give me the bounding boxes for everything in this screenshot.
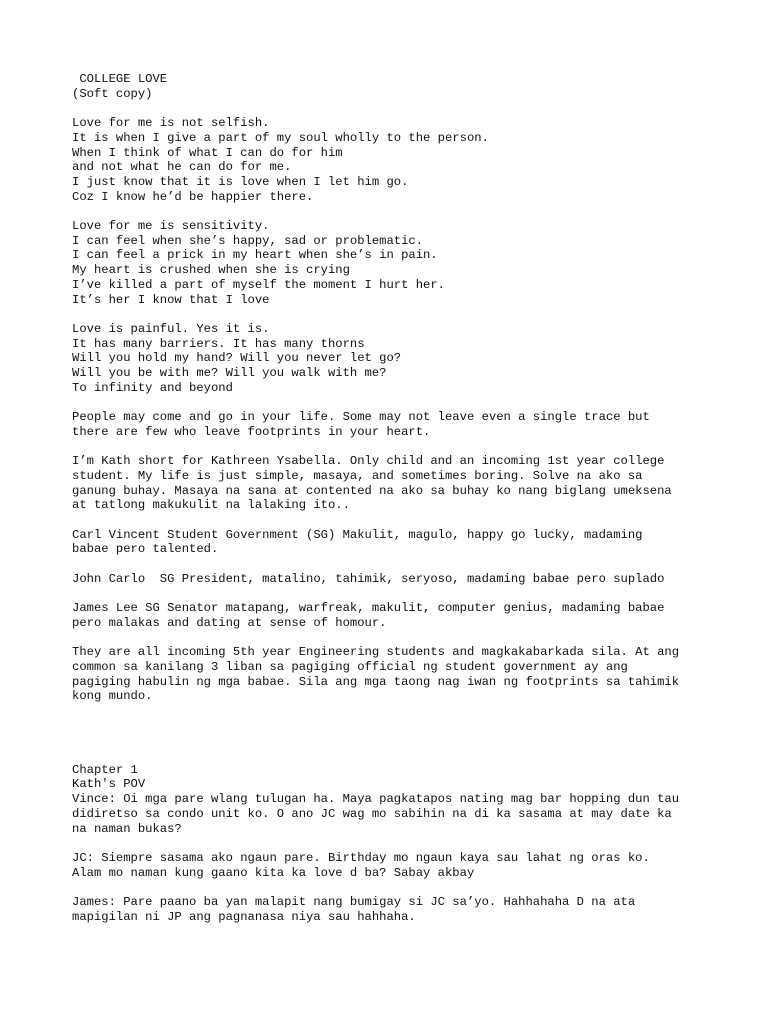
document-page [72,72,702,924]
spacer [72,513,702,528]
paragraph-line: at tatlong makukulit na lalaking ito.. [72,498,350,513]
paragraph-line: pero malakas and dating at sense of homour. [72,615,387,630]
poem-line: I’ve killed a part of myself the moment I hurt her. [72,277,445,292]
dialogue-line: didiretso sa condo unit ko. O ano JC wag mo sabihin na di ka sasama at may date ka [72,806,672,821]
paragraph-line: common sa kanilang 3 liban sa pagiging official ng student government ay ang [72,659,628,674]
poem-stanza-2 [72,219,702,307]
poem-line: Love is painful. Yes it is. [72,321,270,336]
paragraph-line: babae pero talented. [72,542,219,557]
paragraph-line: Carl Vincent Student Government (SG) Makulit, magulo, happy go lucky, madaming [72,527,643,542]
dialogue-vince [72,792,702,836]
dialogue-line: JC: Siempre sasama ako ngaun pare. Birthday mo ngaun kaya sau lahat ng oras ko. [72,850,650,865]
paragraph-line: ganung buhay. Masaya na sana at contented na ako sa buhay ko nang biglang umeksena [72,483,672,498]
spacer [72,587,702,602]
poem-line: Will you hold my hand? Will you never let go? [72,351,402,366]
poem-stanza-1 [72,116,702,204]
document-subtitle: (Soft copy) [72,86,153,101]
paragraph-line: People may come and go in your life. Some may not leave even a single trace but [72,410,650,425]
intro-paragraph-1 [72,410,702,439]
document-title: COLLEGE LOVE [72,72,168,86]
paragraph-line: student. My life is just simple, masaya, and sometimes boring. Solve na ako sa [72,468,643,483]
poem-line: My heart is crushed when she is crying [72,263,350,278]
paragraph-line: James Lee SG Senator matapang, warfreak, makulit, computer genius, madaming babae [72,601,665,616]
dialogue-jc [72,851,702,880]
intro-paragraph-6 [72,645,702,704]
spacer [72,395,702,410]
paragraph-line: I’m Kath short for Kathreen Ysabella. Only child and an incoming 1st year college [72,454,665,469]
poem-line: I can feel when she’s happy, sad or problematic. [72,233,424,248]
dialogue-james [72,895,702,924]
intro-paragraph-4 [72,572,702,587]
spacer [72,307,702,322]
spacer [72,557,702,572]
poem-line: It has many barriers. It has many thorns [72,336,365,351]
intro-paragraph-5 [72,601,702,630]
spacer [72,836,702,851]
dialogue-line: Vince: Oi mga pare wlang tulugan ha. Maya pagkatapos nating mag bar hopping dun tau [72,792,680,807]
poem-line: Will you be with me? Will you walk with me? [72,366,387,381]
dialogue-line: na naman bukas? [72,821,182,836]
spacer [72,631,702,646]
spacer [72,101,702,116]
chapter-heading [72,763,702,792]
chapter-pov: Kath's POV [72,777,146,792]
poem-line: It’s her I know that I love [72,292,270,307]
poem-stanza-3 [72,322,702,396]
chapter-title: Chapter 1 [72,762,138,777]
intro-paragraph-3 [72,528,702,557]
paragraph-line: pagiging habulin ng mga babae. Sila ang mga taong nag iwan ng footprints sa tahimik [72,674,680,689]
poem-line: To infinity and beyond [72,380,233,395]
paragraph-line: They are all incoming 5th year Engineering students and magkakabarkada sila. At ang [72,645,680,660]
poem-line: Love for me is not selfish. [72,116,270,131]
spacer [72,748,702,763]
dialogue-line: James: Pare paano ba yan malapit nang bumigay si JC sa’yo. Hahhahaha D na ata [72,895,636,910]
paragraph-line: kong mundo. [72,689,153,704]
dialogue-line: Alam mo naman kung gaano kita ka love d ba? Sabay akbay [72,865,475,880]
poem-line: It is when I give a part of my soul wholly to the person. [72,130,489,145]
poem-line: I can feel a prick in my heart when she’s in pain. [72,248,438,263]
poem-line: I just know that it is love when I let him go. [72,174,409,189]
spacer [72,440,702,455]
spacer [72,704,702,748]
spacer [72,880,702,895]
intro-paragraph-2 [72,454,702,513]
poem-line: Coz I know he’d be happier there. [72,189,314,204]
poem-line: Love for me is sensitivity. [72,219,270,233]
poem-line: and not what he can do for me. [72,160,292,175]
paragraph-line: John Carlo SG President, matalino, tahimik, seryoso, madaming babae pero suplado [72,571,665,586]
spacer [72,204,702,219]
dialogue-line: mapigilan ni JP ang pagnanasa niya sau hahhaha. [72,909,416,924]
poem-line: When I think of what I can do for him [72,145,343,160]
paragraph-line: there are few who leave footprints in your heart. [72,424,431,439]
